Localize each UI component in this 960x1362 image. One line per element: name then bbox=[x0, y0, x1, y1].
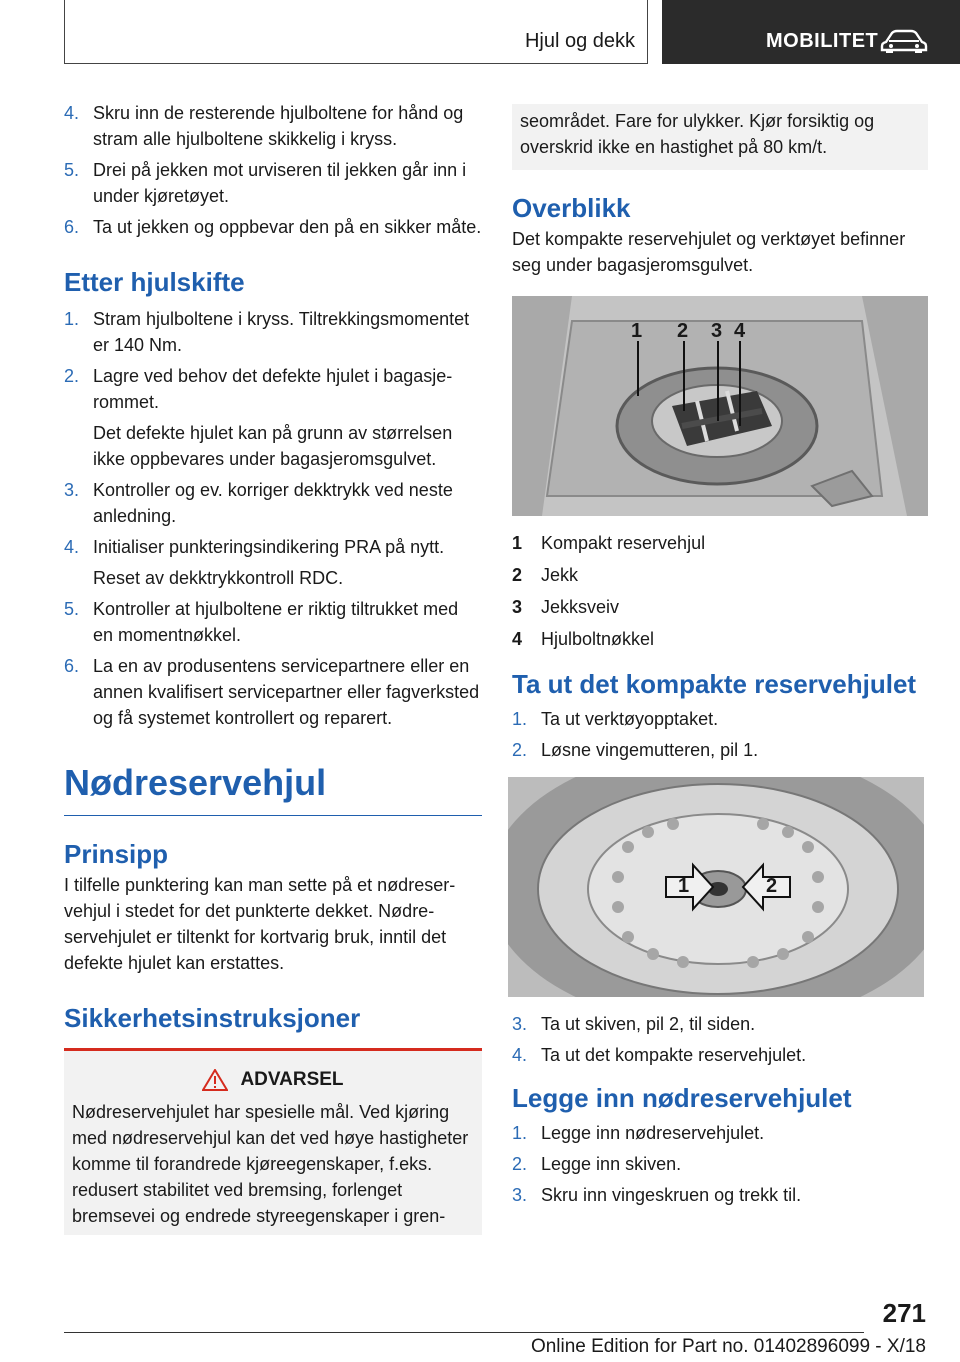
legend-row: 4 Hjulboltnøkkel bbox=[512, 629, 655, 649]
callout-label: 2 bbox=[677, 320, 689, 342]
left-column bbox=[64, 100, 482, 1235]
list-item: 6. Ta ut jekken og oppbevar den på en sikker måte. bbox=[64, 217, 482, 237]
list-item: 4. Ta ut det kompakte reservehjulet. bbox=[512, 1045, 807, 1065]
arrow-label: 1 bbox=[678, 875, 690, 897]
list-item: 2. Lagre ved behov det defekte hjulet i bagasjerommet. bbox=[64, 366, 453, 412]
heading-safety: Sikkerhetsinstruksjoner bbox=[64, 1003, 361, 1033]
car-icon bbox=[880, 28, 928, 54]
chapter-heading: Nødreservehjul bbox=[64, 761, 482, 816]
list-item: 5. Kontroller at hjulboltene er riktig tiltrukket med en momentnøkkel. bbox=[64, 599, 459, 645]
list-item: 1. Ta ut verktøyopptaket. bbox=[512, 709, 719, 729]
heading-overview: Overblikk bbox=[512, 193, 631, 223]
legend-row: 3 Jekksveiv bbox=[512, 597, 620, 617]
list-item: 6. La en av produsentens servicepartnere eller en annen kvalifisert servicepartner eller fagverksted og få systemet kontrollert og reparert. bbox=[64, 656, 480, 728]
warning-header bbox=[72, 1067, 474, 1093]
legend-row: 1 Kompakt reservehjul bbox=[512, 533, 706, 553]
chapter-tab[interactable] bbox=[662, 0, 960, 64]
list-item: 5. Drei på jekken mot urviseren til jekken går inn i under kjøretøyet. bbox=[64, 160, 467, 206]
wing-nut-illustration bbox=[508, 777, 924, 997]
arrow-label: 2 bbox=[766, 875, 778, 897]
wing-nut-image bbox=[508, 777, 924, 997]
chapter-tab-label: MOBILITET bbox=[766, 30, 879, 52]
callout-label: 1 bbox=[631, 320, 643, 342]
spare-wheel-tools-image bbox=[512, 296, 928, 516]
callout-label: 3 bbox=[711, 320, 723, 342]
list-item: 2. Legge inn skiven. bbox=[512, 1154, 682, 1174]
heading-remove-spare: Ta ut det kompakte reservehjulet bbox=[512, 669, 917, 699]
list-item: 1. Legge inn nødreservehjulet. bbox=[512, 1123, 765, 1143]
list-item: 1. Stram hjulboltene i kryss. Tiltrekkingsmomentet er 140 Nm. bbox=[64, 309, 470, 355]
legend bbox=[512, 530, 928, 652]
warning-box bbox=[64, 1048, 482, 1235]
footer-edition: Online Edition for Part no. 01402896099 - X/18 bbox=[530, 1336, 926, 1357]
page-number: 271 bbox=[882, 1298, 926, 1328]
list-item: 4. Initialiser punkteringsindikering PRA på nytt. bbox=[64, 537, 445, 557]
warning-continuation: seområdet. Fare for ulykker. Kjør forsiktig og overskrid ikke en hastighet på 80 km/t. bbox=[512, 104, 928, 170]
list-item: 2. Løsne vingemutteren, pil 1. bbox=[512, 740, 759, 760]
right-column bbox=[512, 104, 928, 1213]
heading-after-wheel-change: Etter hjulskifte bbox=[64, 267, 245, 297]
list-item-note: Reset av dekktrykkontroll RDC. bbox=[93, 568, 344, 588]
header-frame bbox=[64, 0, 648, 64]
footer-divider bbox=[64, 1332, 864, 1333]
warning-title: ADVARSEL bbox=[240, 1069, 344, 1090]
section-title: Hjul og dekk bbox=[524, 30, 635, 52]
list-item: 4. Skru inn de resterende hjulboltene for hånd og stram alle hjulboltene skikkelig i kryss. bbox=[64, 103, 464, 149]
principle-paragraph: I tilfelle punktering kan man sette på et nødreservehjul i stedet for det punkterte dekket. Nødreservehjulet er tiltenkt for kortvarig bruk, inntil det defekte hjulet kan erstattes. bbox=[64, 875, 456, 973]
warning-text: Nødreservehjulet har spesielle mål. Ved kjøring med nødreservehjul kan det ved høye hastigheter komme til forandrede kjøreegenskaper, f.eks. redusert stabilitet ved bremsing, forlenget bremsevei og endrede styreegenskaper i gren- bbox=[72, 1102, 469, 1226]
callout-label: 4 bbox=[734, 320, 746, 342]
legend-row: 2 Jekk bbox=[512, 565, 579, 585]
list-item: 3. Skru inn vingeskruen og trekk til. bbox=[512, 1185, 802, 1205]
heading-insert-spare: Legge inn nødreservehjulet bbox=[512, 1083, 852, 1113]
heading-principle: Prinsipp bbox=[64, 839, 169, 869]
overview-paragraph: Det kompakte reservehjulet og verktøyet befinner seg under bagasjeromsgulvet. bbox=[512, 229, 906, 275]
list-item: 3. Kontroller og ev. korriger dekktrykk ved neste anledning. bbox=[64, 480, 453, 526]
list-item: 3. Ta ut skiven, pil 2, til siden. bbox=[512, 1014, 756, 1034]
list-item-note: Det defekte hjulet kan på grunn av størrelsen ikke oppbevares under bagasjeromsgulvet. bbox=[93, 423, 453, 469]
warning-icon bbox=[202, 1069, 228, 1091]
